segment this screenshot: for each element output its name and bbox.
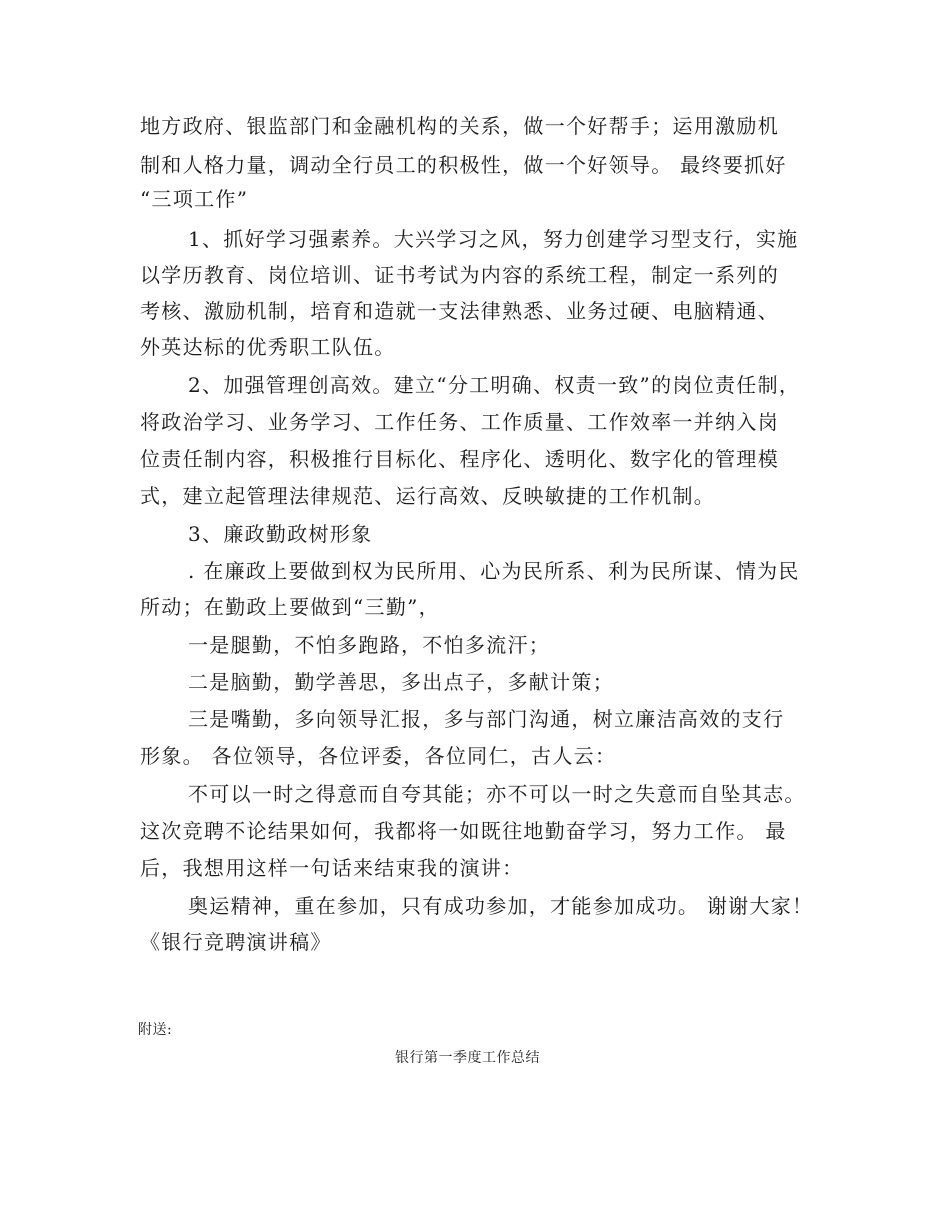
body-line: 形象。 各位领导，各位评委，各位同仁，古人云： bbox=[140, 744, 617, 768]
body-line: 二是脑勤，勤学善思，多出点子，多献计策； bbox=[188, 670, 614, 694]
body-line: 这次竞聘不论结果如何，我都将一如既往地勤奋学习，努力工作。 最 bbox=[140, 819, 787, 843]
body-line: “三项工作” bbox=[140, 187, 249, 211]
appendix-title: 银行第一季度工作总结 bbox=[395, 1050, 540, 1066]
body-line: 地方政府、银监部门和金融机构的关系，做一个好帮手；运用激励机 bbox=[140, 114, 779, 138]
section-2-heading-line: 2、加强管理创高效。建立“分工明确、权责一致”的岗位责任制， bbox=[188, 373, 801, 397]
body-line: . 在廉政上要做到权为民所用、心为民所系、利为民所谋、情为民 bbox=[188, 559, 800, 583]
body-line: 外英达标的优秀职工队伍。 bbox=[140, 335, 396, 359]
body-line: 后，我想用这样一句话来结束我的演讲： bbox=[140, 856, 524, 880]
appendix-label: 附送: bbox=[138, 1022, 173, 1038]
body-line: 制和人格力量，调动全行员工的积极性，做一个好领导。 最终要抓好 bbox=[140, 153, 787, 177]
document-title-line: 《银行竞聘演讲稿》 bbox=[140, 930, 332, 954]
section-3-heading: 3、廉政勤政树形象 bbox=[188, 522, 373, 546]
body-line: 式，建立起管理法律规范、运行高效、反映敏捷的工作机制。 bbox=[140, 484, 716, 508]
body-line: 一是腿勤，不怕多跑路，不怕多流汗； bbox=[188, 633, 551, 657]
body-line: 考核、激励机制，培育和造就一支法律熟悉、业务过硬、电脑精通、 bbox=[140, 299, 779, 323]
body-line: 三是嘴勤，多向领导汇报，多与部门沟通，树立廉洁高效的支行 bbox=[188, 707, 785, 731]
body-line: 所动；在勤政上要做到“三勤”， bbox=[140, 595, 440, 619]
body-line: 不可以一时之得意而自夸其能；亦不可以一时之失意而自坠其志。 bbox=[188, 782, 806, 806]
body-line: 以学历教育、岗位培训、证书考试为内容的系统工程，制定一系列的 bbox=[140, 263, 779, 287]
section-1-heading-line: 1、抓好学习强素养。大兴学习之风，努力创建学习型支行，实施 bbox=[188, 227, 799, 251]
body-line: 将政治学习、业务学习、工作任务、工作质量、工作效率一并纳入岗 bbox=[140, 410, 779, 434]
body-line: 奥运精神，重在参加，只有成功参加，才能参加成功。 谢谢大家！ bbox=[188, 894, 814, 918]
body-line: 位责任制内容，积极推行目标化、程序化、透明化、数字化的管理模 bbox=[140, 447, 779, 471]
